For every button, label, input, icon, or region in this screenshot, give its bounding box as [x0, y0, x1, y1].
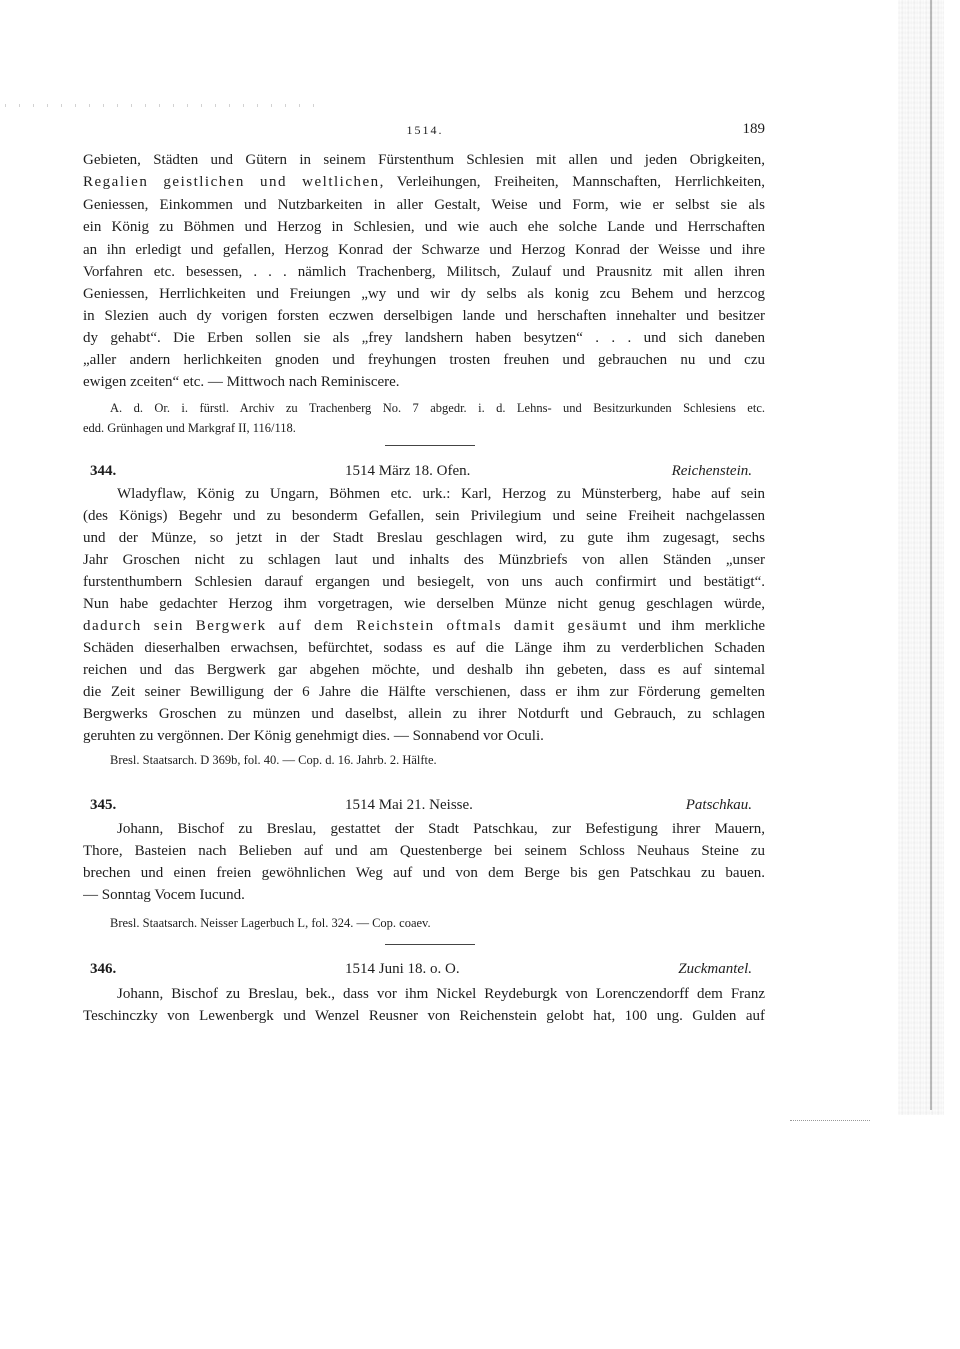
- scan-noise-top: [5, 104, 325, 107]
- text-line: [83, 171, 765, 194]
- entry-date-place: 1514 Mai 21. Neisse.: [345, 797, 473, 813]
- page-number: 189: [742, 121, 765, 137]
- entry-location: Patschkau.: [685, 797, 752, 813]
- section-divider: [385, 445, 475, 446]
- text-line: Wladyflaw, König zu Ungarn, Böhmen etc. urk.: Karl, Herzog zu Münsterberg, habe auf sein: [117, 486, 765, 502]
- note-line: Bresl. Staatsarch. D 369b, fol. 40. — Cop. d. 16. Jahrb. 2. Hälfte.: [110, 753, 437, 767]
- entry-location: Reichenstein.: [671, 463, 752, 479]
- text-line: und der Münze, so jetzt in der Stadt Breslau geschlagen wird, zu gute ihm zugesagt, sechs: [83, 530, 765, 546]
- entry-number: 345.: [90, 797, 117, 813]
- section-divider: [385, 944, 475, 945]
- text-line: „aller andern herlichkeiten gnoden und freyhungen trosten freuhen und gebrauchen nu und czu: [83, 352, 765, 368]
- scan-edge-line: [930, 0, 932, 1110]
- text-line: Teschinczky von Lewenbergk und Wenzel Reusner von Reichenstein gelobt hat, 100 ung. Gulden auf: [83, 1008, 765, 1024]
- text-line: ein König zu Böhmen und Herzog in Schlesien, und wie auch ehe solche Lande und Herrschaften: [83, 219, 765, 235]
- source-note: [83, 913, 765, 933]
- entry-heading: [83, 958, 765, 980]
- text-line: brechen und einen freien gewöhnlichen Weg auf und von dem Berge bis gen Patschkau zu bauen.: [83, 865, 765, 881]
- text-line: Schäden dieserhalben erwachsen, befürchtet, sodass es auf die Länge ihm zu verderblichen Schaden: [83, 640, 765, 656]
- text-line: Johann, Bischof zu Breslau, bek., dass vor ihm Nickel Reydeburgk von Lorenczendorff dem Franz: [117, 986, 765, 1002]
- text-line: [83, 615, 765, 637]
- text-line: in Slezien auch dy vorigen forsten eczwen derselbigen lande und herschaften innehalter und besitzer: [83, 308, 765, 324]
- text-line: Thore, Basteien nach Belieben auf und am Questenberge bei seinem Schloss Neuhaus Steine zu: [83, 843, 765, 859]
- spaced-text: dadurch sein Bergwerk auf dem Reichstein oftmals damit gesäumt: [83, 618, 628, 634]
- text-line: reichen und das Bergwerk gar abgehen möchte, und deshalb ihn gebeten, dass es auf sintemal: [83, 662, 765, 678]
- text-line: furstenthumbern Schlesien darauf ergangen und besiegelt, von uns auch confirmirt und bestätigt“.: [83, 574, 765, 590]
- note-line: edd. Grünhagen und Markgraf II, 116/118.: [83, 421, 296, 435]
- entry-number: 344.: [90, 463, 117, 479]
- scan-edge-noise: [898, 0, 944, 1115]
- text-line: an ihn erledigt und gefallen, Herzog Konrad der Schwarze und Herzog Konrad der Weisse und ihre: [83, 242, 765, 258]
- text-line: Nun habe gedachter Herzog ihm vorgetragen, wie derselben Münze nicht genug geschlagen würde,: [83, 596, 765, 612]
- text-line: Vorfahren etc. besessen, . . . nämlich Trachenberg, Militsch, Zulauf und Prausnitz mit allen ihren: [83, 264, 765, 280]
- entry-heading: [83, 460, 765, 482]
- text-line: Geniessen, Einkommen und Nutzbarkeiten in aller Gestalt, Weise und Form, wie er selbst sie als: [83, 197, 765, 213]
- spaced-text: Regalien geistlichen und weltlichen: [83, 174, 380, 190]
- text-line: dy gehabt“. Die Erben sollen sie als „frey landshern haben besytzen“ . . . und sich daneben: [83, 330, 765, 346]
- text-run: , Verleihungen, Freiheiten, Mannschaften, Herrlichkeiten,: [379, 174, 765, 190]
- entry-text: [83, 483, 765, 747]
- note-line: Bresl. Staatsarch. Neisser Lagerbuch L, fol. 324. — Cop. coaev.: [110, 916, 431, 930]
- text-line: Johann, Bischof zu Breslau, gestattet der Stadt Patschkau, zur Befestigung ihrer Mauern,: [117, 821, 765, 837]
- continuation-paragraph: [83, 149, 765, 397]
- text-line: geruhten zu vergönnen. Der König genehmigt dies. — Sonnabend vor Oculi.: [83, 728, 544, 744]
- entry-heading: [83, 794, 765, 816]
- running-head: 1514.: [406, 123, 444, 137]
- entry-text: [83, 983, 765, 1027]
- text-line: ewigen zceiten“ etc. — Mittwoch nach Reminiscere.: [83, 374, 400, 390]
- text-line: Gebieten, Städten und Gütern in seinem Fürstenthum Schlesien mit allen und jeden Obrigkeiten,: [83, 152, 765, 168]
- entry-date-place: 1514 Juni 18. o. O.: [345, 961, 460, 977]
- text-line: die Zeit seiner Bewilligung der 6 Jahre die Hälfte verschienen, dass er ihm zur Förderung gemelten: [83, 684, 765, 700]
- text-run: und ihm merkliche: [627, 618, 765, 634]
- source-note: [83, 398, 765, 438]
- text-line: (des Königs) Begehr und zu besonderm Gefallen, sein Privilegium und seine Freiheit nachgelassen: [83, 508, 765, 524]
- text-line: Bergwerks Groschen zu münzen und daselbst, allein zu ihrer Notdurft und Gebrauch, zu schlagen: [83, 706, 765, 722]
- entry-number: 346.: [90, 961, 117, 977]
- text-line: Jahr Groschen nicht zu schlagen laut und inhalts des Münzbriefs von allen Ständen „unser: [83, 552, 765, 568]
- entry-date-place: 1514 März 18. Ofen.: [345, 463, 471, 479]
- text-line: Geniessen, Herrlichkeiten und Freiungen „wy und wir dy selbs als konig zcu Behem und herzcog: [83, 286, 765, 302]
- scan-noise-bottom: [790, 1120, 870, 1122]
- text-line: — Sonntag Vocem Iucund.: [83, 887, 245, 903]
- entry-location: Zuckmantel.: [678, 961, 752, 977]
- entry-text: [83, 818, 765, 906]
- source-note: [83, 750, 765, 770]
- note-line: A. d. Or. i. fürstl. Archiv zu Trachenberg No. 7 abgedr. i. d. Lehns- und Besitzurkunden Schlesiens etc.: [110, 401, 765, 415]
